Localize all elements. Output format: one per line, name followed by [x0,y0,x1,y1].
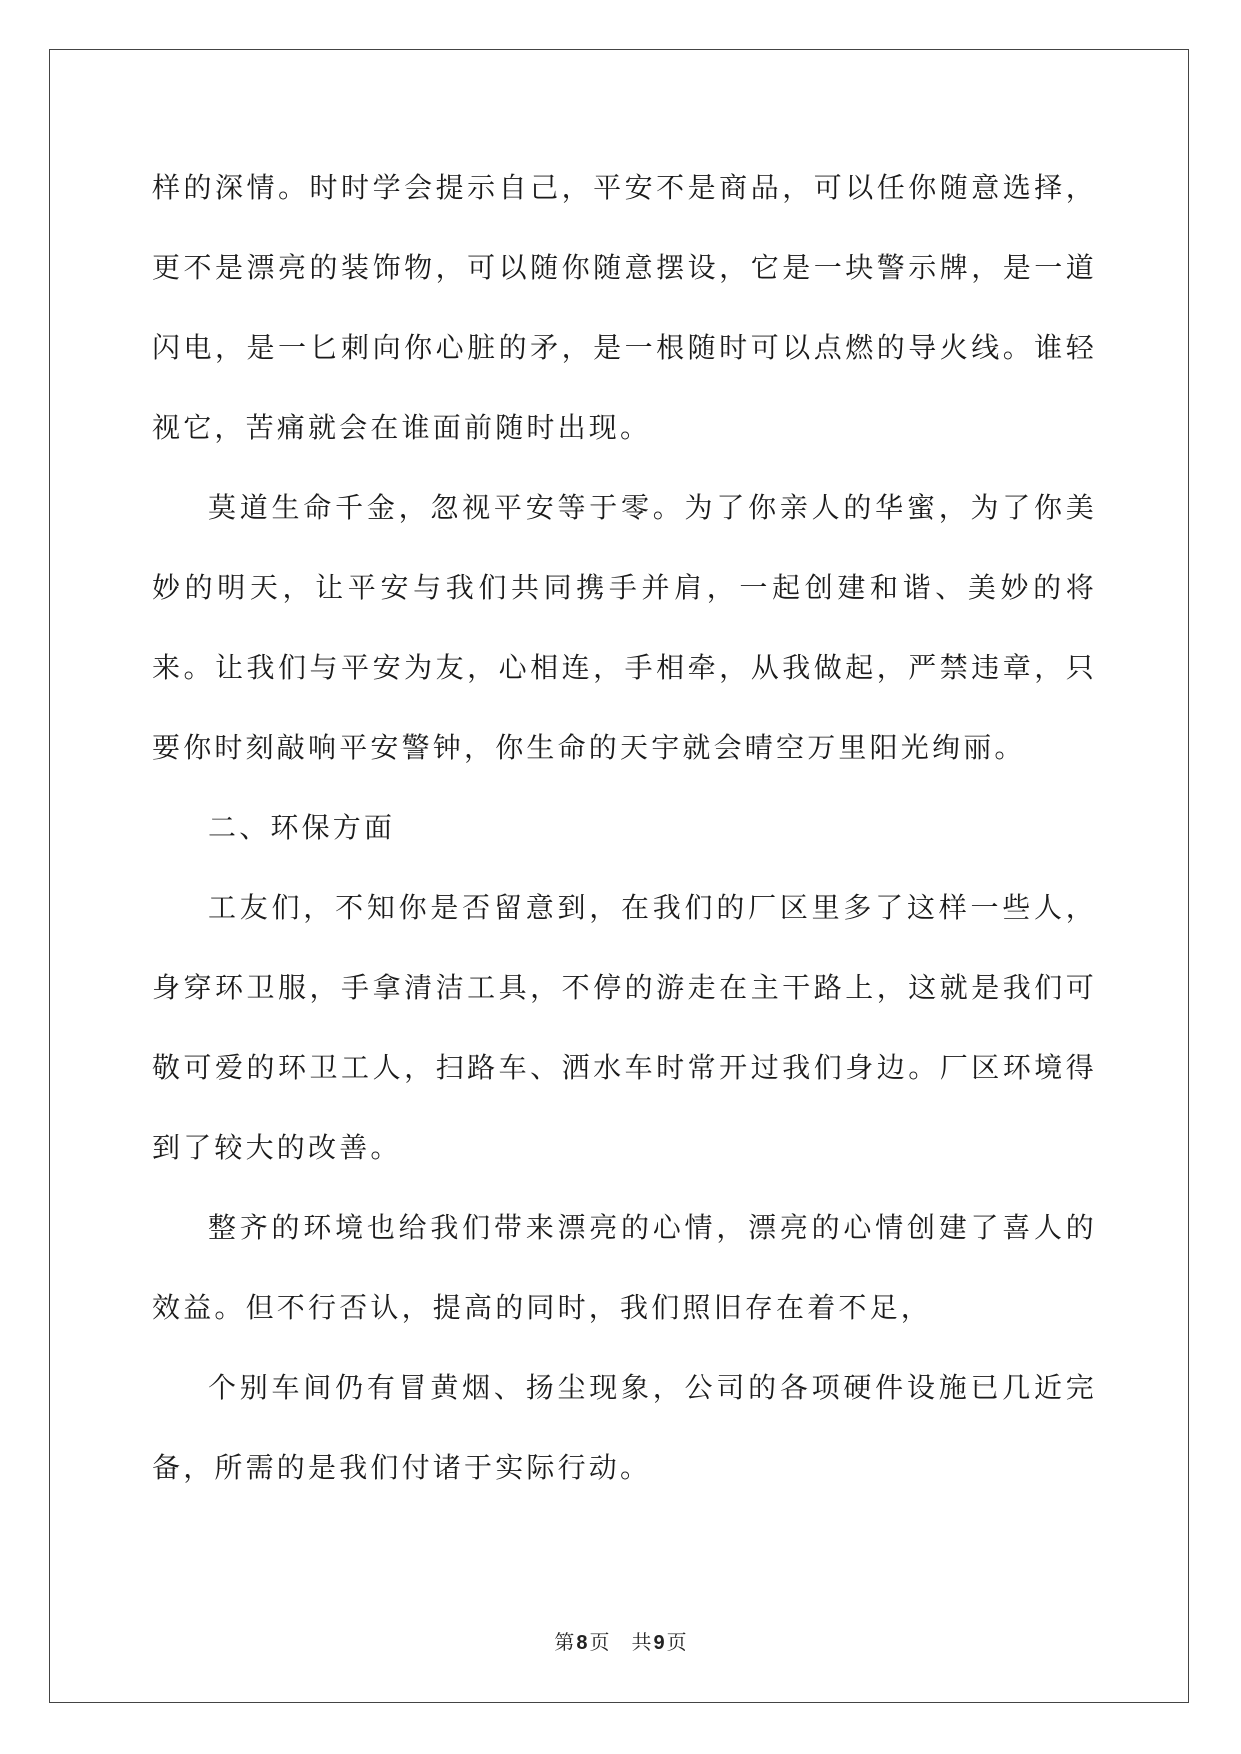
page-prefix: 第 [554,1630,575,1654]
paragraph: 工友们，不知你是否留意到，在我们的厂区里多了这样一些人，身穿环卫服，手拿清洁工具，不停的游走在主干路上，这就是我们可敬可爱的环卫工人，扫路车、洒水车时常开过我们身边。厂区环境得到了较大的改善。 [152,891,1097,1164]
paragraph: 样的深情。时时学会提示自己，平安不是商品，可以任你随意选择，更不是漂亮的装饰物，可以随你随意摆设，它是一块警示牌，是一道闪电，是一匕刺向你心脏的矛，是一根随时可以点燃的导火线。谁轻视它，苦痛就会在谁面前随时出现。 [152,171,1097,444]
page-footer [0,1626,1241,1655]
document-body [152,148,1097,1508]
paragraph: 整齐的环境也给我们带来漂亮的心情，漂亮的心情创建了喜人的效益。但不行否认，提高的同时，我们照旧存在着不足， [152,1211,1097,1324]
paragraph: 个别车间仍有冒黄烟、扬尘现象，公司的各项硬件设施已几近完备，所需的是我们付诸于实际行动。 [152,1371,1097,1484]
section-heading: 二、环保方面 [208,811,396,844]
paragraph: 莫道生命千金，忽视平安等于零。为了你亲人的华蜜，为了你美妙的明天，让平安与我们共同携手并肩，一起创建和谐、美妙的将来。让我们与平安为友，心相连，手相牵，从我做起，严禁违章，只要你时刻敲响平安警钟，你生命的天宇就会晴空万里阳光绚丽。 [152,491,1097,764]
total-page-count: 9 [653,1632,665,1654]
total-prefix: 共 [631,1630,652,1654]
page-suffix: 页 [589,1630,610,1654]
total-suffix: 页 [666,1630,687,1654]
current-page-number: 8 [576,1632,588,1654]
